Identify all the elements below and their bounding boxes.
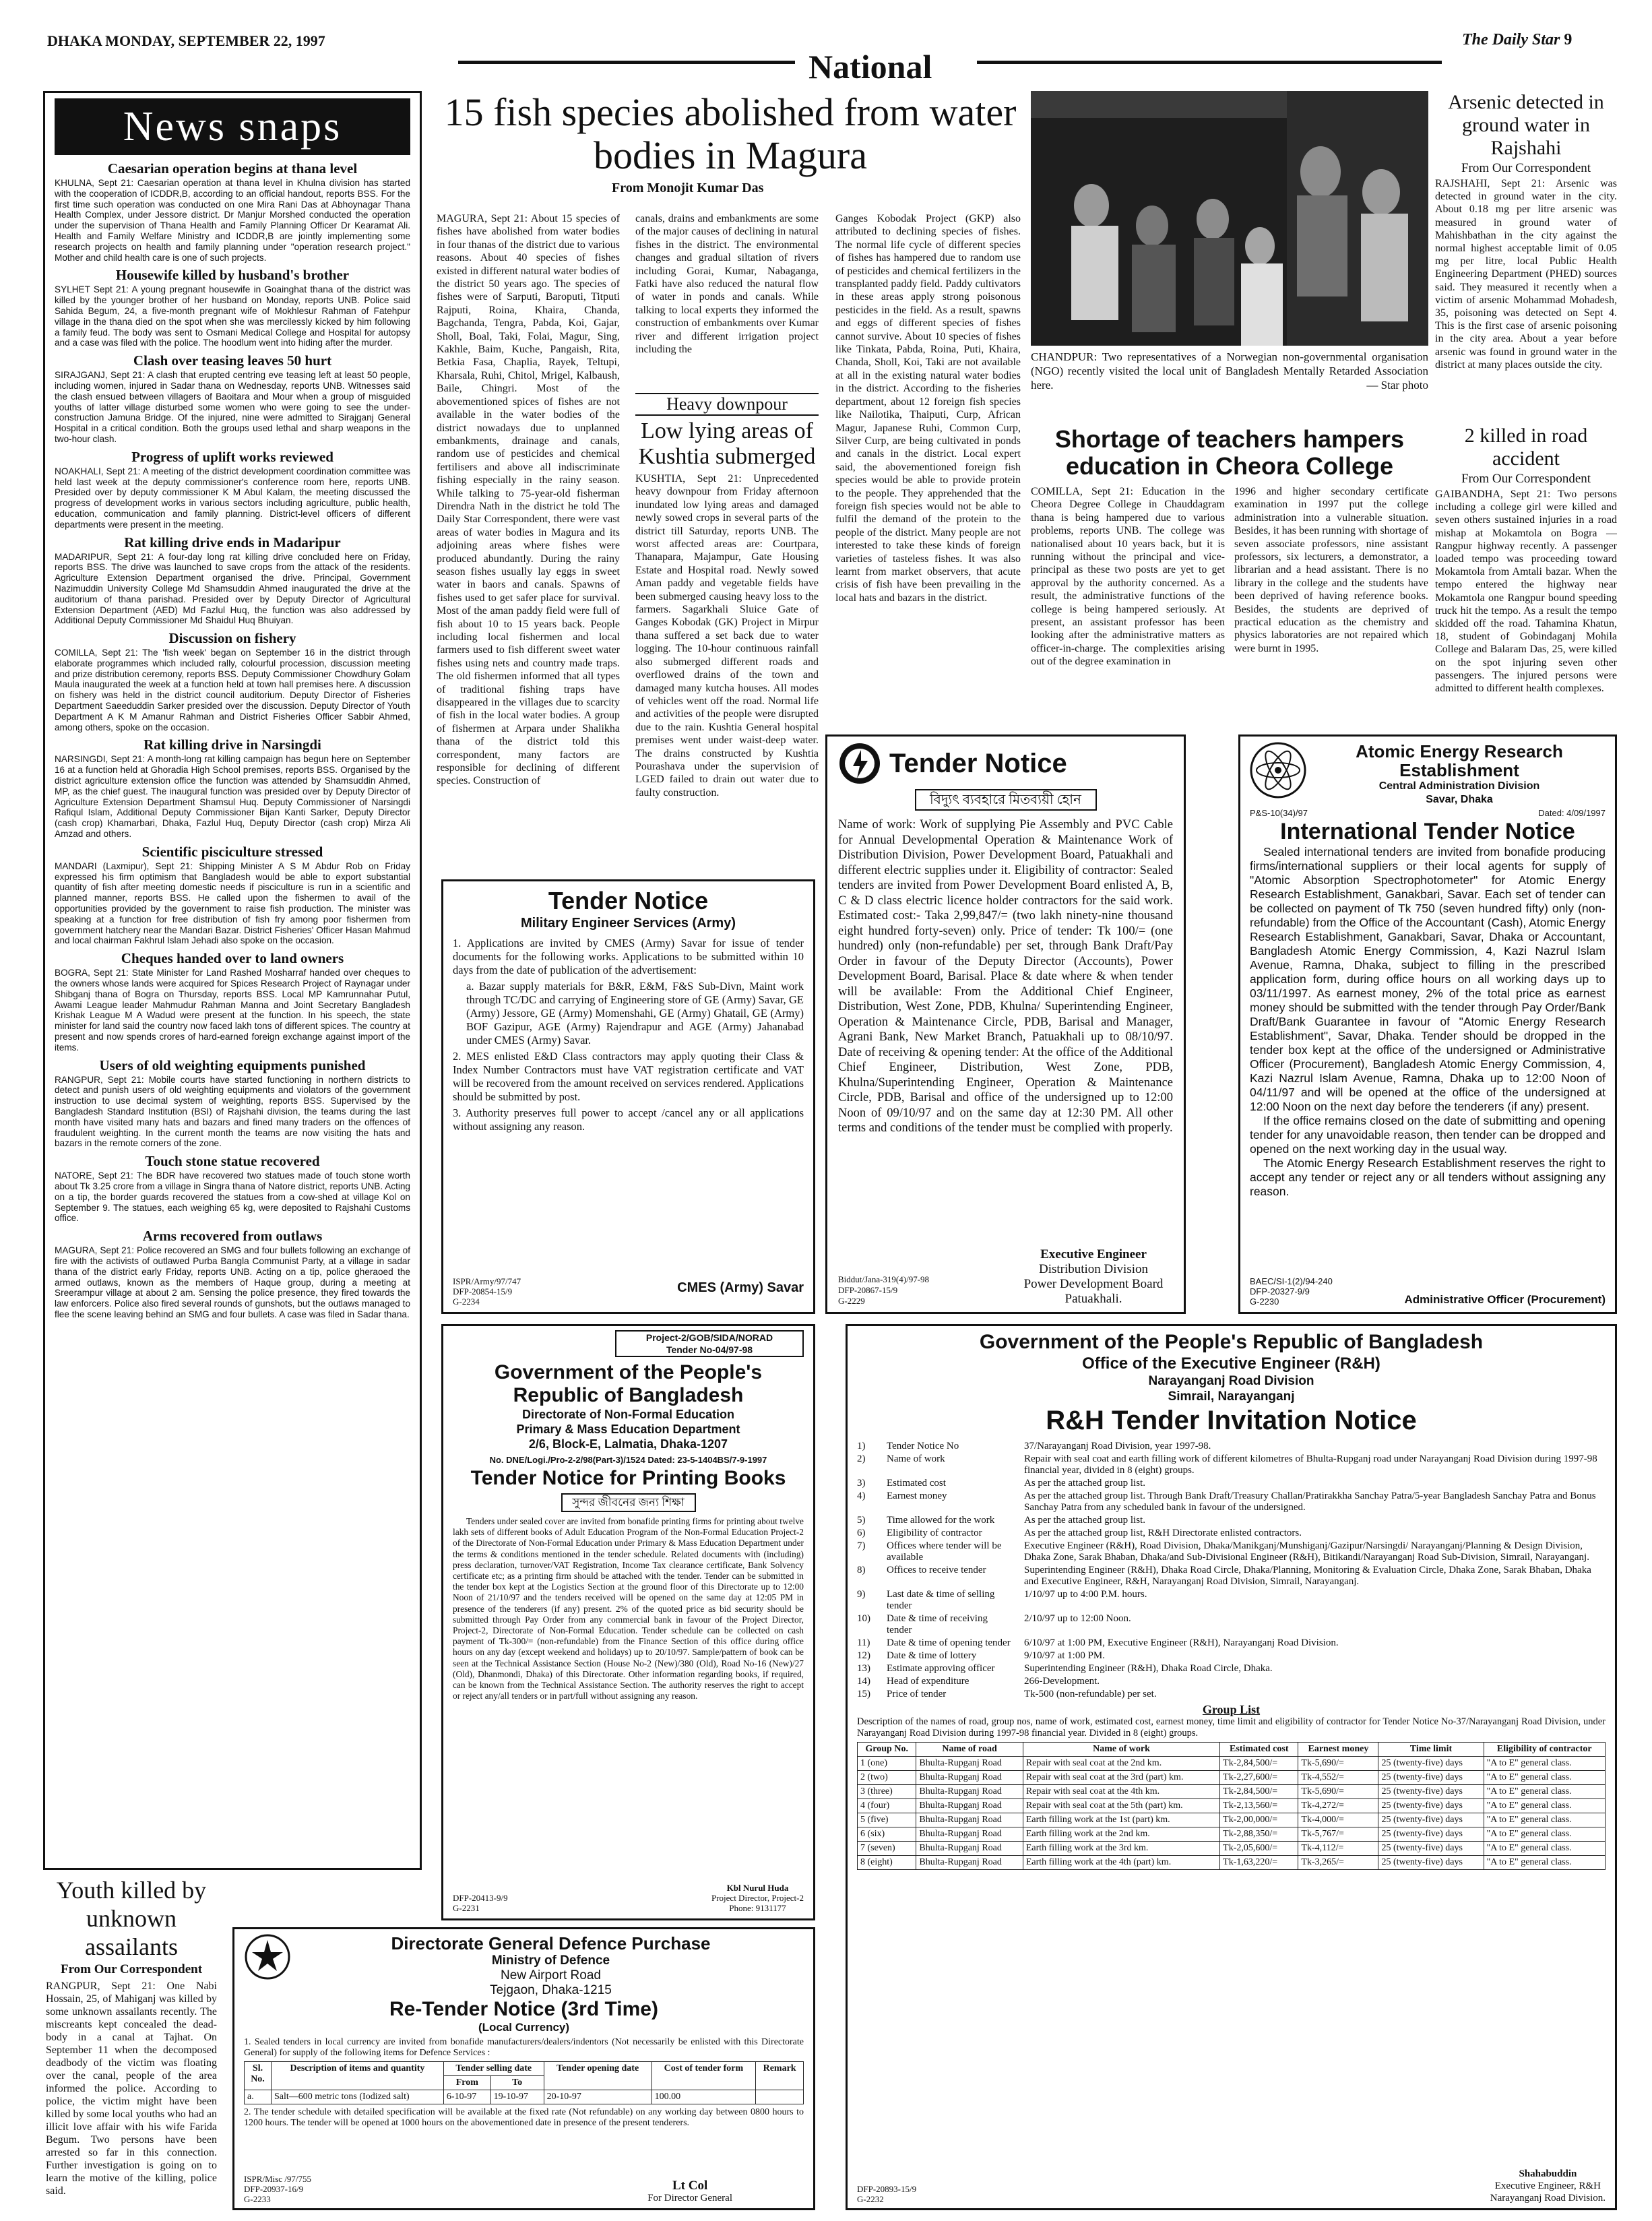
news-snap-item	[55, 449, 410, 530]
table-cell: Tk-4,272/=	[1298, 1799, 1378, 1813]
aere-refs: BAEC/SI-1(2)/94-240 DFP-20327-9/9 G-2230	[1250, 1276, 1333, 1307]
news-snaps	[43, 91, 422, 1870]
news-snap-headline: Housewife killed by husband's brother	[115, 267, 350, 284]
dgdp-table	[244, 2061, 804, 2104]
nfe-address: 2/6, Block-E, Lalmatia, Dhaka-1207	[528, 1437, 728, 1451]
dateline: DHAKA MONDAY, SEPTEMBER 22, 1997	[47, 32, 325, 49]
news-snap-body: MANDARI (Laxmipur), Sept 21: Shipping Minister A S M Abdur Rob on Friday expressed his firm optimism that Bangladesh would be able to export substantial quantity of fish after meeting domestic needs if pisciculture is run in a scientific and planned manner, reports BSS. He called upon the fishermen to avail of the opportunities provided by the government to raise fish production. The minister was speaking at a function for free distribution of fish fry among poor fishermen from government hatchery near the Mandari Bazar. District Fisheries' Officer Hasan Mahmud and local chairman Fakhrul Islam Jehadi also spoke on the occasion.	[55, 861, 410, 946]
rh-item-number: 7)	[857, 1540, 866, 1551]
nfe-refs: DFP-20413-9/9 G-2231	[453, 1893, 508, 1913]
pdb-title: Tender Notice	[889, 749, 1067, 778]
nfe-slogan: সুন্দর জীবনের জন্য শিক্ষা	[561, 1493, 696, 1512]
rh-item-row	[857, 1491, 1606, 1513]
rh-item-label: Name of work	[887, 1453, 945, 1464]
nfe-number: No. DNE/Logi./Pro-2-2/98(Part-3)/1524 Dated: 23-5-1404BS/7-9-1997	[489, 1455, 767, 1465]
table-cell: 25 (twenty-five) days	[1378, 1827, 1484, 1842]
news-snap-item	[55, 534, 410, 627]
dgdp-para-1: 1. Sealed tenders in local currency are invited from bonafide manufacturers/dealers/indentors (Not necessarily be enlisted with this Directorate General) for supply of the following items for Defence Services :	[244, 2037, 804, 2058]
rh-group-col-header: Group No.	[858, 1743, 916, 1757]
table-cell: "A to E" general class.	[1484, 1856, 1606, 1870]
table-cell: Tk-1,63,220/=	[1220, 1856, 1298, 1870]
rh-item-row	[857, 1540, 1606, 1563]
pdb-slogan: বিদ্যুৎ ব্যবহারে মিতব্যয়ী হোন	[915, 789, 1097, 811]
table-cell: 3 (three)	[858, 1785, 916, 1799]
cmes-item-a: a. Bazar supply materials for B&R, E&M, F&S Sub-Divn, Maint work through TC/DC and carrying of Engineering store of GE (Army) Savar, GE (Army) Jessore, GE (Army) Momenshahi, GE (Army) Ghatail, GE (Army) BOF Gazipur, AGE (Army) Rajendrapur and AGE (Army) Jahanabad under CMES (Army) Savar.	[466, 980, 804, 1046]
rh-item-number: 10)	[857, 1613, 870, 1624]
rh-item-row	[857, 1565, 1606, 1588]
rh-item-number: 14)	[857, 1676, 870, 1687]
dgdp-org: Directorate General Defence Purchase	[391, 1933, 711, 1953]
news-snap-body: RANGPUR, Sept 21: Mobile courts have started functioning in northern districts to detect and punish users of old weighting equipments and violators of the government instruction to use decimal system of weighting, reports BSS. Supervised by the Bangladesh Standard Institution (BSI) of Rajshahi division, the teams during the last month have visited many hats and bazars and fined many traders on the offences of fraudulent weighting. In the current month the teams are now visiting the hats and bazars in the remote corners of the zone.	[55, 1074, 410, 1149]
cmes-refs: ISPR/Army/97/747 DFP-20854-15/9 G-2234	[453, 1276, 521, 1307]
rh-item-row	[857, 1676, 1606, 1687]
rh-item-row	[857, 1637, 1606, 1649]
section-title: National	[808, 48, 932, 81]
rh-item-value: 9/10/97 at 1:00 PM.	[1024, 1650, 1106, 1661]
rh-item-number: 6)	[857, 1528, 866, 1538]
rh-item-row	[857, 1478, 1606, 1489]
rh-item-label: Estimated cost	[887, 1478, 946, 1489]
youth-byline: From Our Correspondent	[60, 1962, 203, 1976]
gaibandha-story	[1435, 425, 1617, 728]
rh-item-value: 6/10/97 at 1:00 PM, Executive Engineer (R&H), Narayanganj Road Division.	[1024, 1637, 1339, 1648]
rh-title: R&H Tender Invitation Notice	[1046, 1406, 1417, 1435]
cmes-para-3: 3. Authority preserves full power to accept /cancel any or all applications without assigning any reason.	[453, 1106, 804, 1133]
rh-item-label: Head of expenditure	[887, 1676, 970, 1687]
aere-date: Dated: 4/09/1997	[1538, 808, 1606, 818]
news-snap-headline: Arms recovered from outlaws	[142, 1228, 323, 1245]
dgdp-col-sl: Sl. No.	[245, 2062, 272, 2090]
youth-body: RANGPUR, Sept 21: One Nabi Hossain, 25, of Mahiganj was killed by some unknown assailants recently. The miscreants kept concealed the dead-body in a canal at Tajhat. On September 11 when the decomposed deadbody of the victim was floating over the canal, people of the area informed the police. According to police, the victim might have been killed by some local youths who had an illicit love affair with his wife Farida Begum. Two persons have been arrested so far in this connection. Further investigation is going on to learn the motive of the killing, police said.	[46, 1980, 217, 2197]
aere-org: Atomic Energy Research	[1356, 741, 1563, 761]
rh-group-list-title: Group List	[1202, 1703, 1261, 1716]
dgdp-city: Tejgaon, Dhaka-1215	[490, 1983, 612, 1997]
rh-item-value: Superintending Engineer (R&H), Dhaka Road Circle, Dhaka/Planning, Monitoring & Evaluation Circle, Dhaka Zone, Sarak Bhaban, Dhaka and Executive Engineer, R&H, Narayanganj Road Division, Simrail, Narayanganj.	[1024, 1565, 1591, 1587]
teachers-col-2: 1996 and higher secondary certificate examination in 1997 put the college administration into a vulnerable situation. Besides, it has been running with shortage of seven associate professors, nine assistant professors, six lecturers, a demonstrator, a librarian and a head assistant. There is no library in the college and the students have been deprived of having reference books. Besides, the students are deprived of practical education as the chemistry and physics laboratories are not repaired which were burnt in 1995.	[1234, 486, 1428, 654]
rh-item-label: Tender Notice No	[887, 1441, 959, 1451]
kushtia-kicker: Heavy downpour	[635, 393, 819, 416]
table-cell: Tk-2,13,560/=	[1220, 1799, 1298, 1813]
rh-items	[857, 1441, 1606, 1700]
table-cell: 25 (twenty-five) days	[1378, 1813, 1484, 1827]
rh-item-value: 1/10/97 up to 4:00 P.M. hours.	[1024, 1589, 1147, 1600]
nfe-tender	[441, 1324, 815, 1920]
gaibandha-headline: 2 killed in road accident	[1464, 425, 1588, 470]
rh-item-value: Repair with seal coat and earth filling work of different kilometres of Bhulta-Rupganj road under Narayanganj Road Division during 1997-98 financial year, divided in 8 (eight) groups.	[1024, 1453, 1597, 1476]
nfe-department: Primary & Mass Education Department	[516, 1422, 740, 1436]
dgdp-col-to: To	[490, 2076, 544, 2090]
table-cell: 6 (six)	[858, 1827, 916, 1842]
table-row	[858, 1757, 1606, 1771]
kushtia-story	[635, 393, 819, 865]
table-cell: 25 (twenty-five) days	[1378, 1856, 1484, 1870]
nfe-directorate: Directorate of Non-Formal Education	[521, 1408, 735, 1421]
rh-item-number: 3)	[857, 1478, 866, 1489]
news-snap-item	[55, 160, 410, 263]
rh-refs: DFP-20893-15/9 G-2232	[857, 2184, 917, 2204]
rh-group-table	[857, 1742, 1606, 1870]
rh-item-label: Last date & time of selling tender	[887, 1589, 995, 1611]
table-cell: Repair with seal coat at the 5th (part) km.	[1023, 1799, 1219, 1813]
news-snap-headline: Touch stone statue recovered	[145, 1153, 320, 1170]
news-snap-body: COMILLA, Sept 21: The 'fish week' began on September 16 in the district through elaborate programmes which included rally, colourful procession, discussion meeting and prize distribution ceremony, reports BSS. Deputy Commissioner Chowdhury Golam Maula inaugurated the week at a function held at town hall premises here. A discussion on fishery was held in the district council auditorium. Deputy Director of Fisheries Department Saeeduddin Sarker presided over the discussion. Deputy Director of Youth Department A K M Amanur Rahman and District Fisheries Officer Sabbir Ahmed, among others, spoke on the occasion.	[55, 648, 410, 732]
news-snap-body: SIRAJGANJ, Sept 21: A clash that erupted centring eve teasing left at least 50 people, including women, injured in Sadar thana on Wednesday, reports UNB. Witnesses said the clash ensued between villagers of Baoitara and Mour when a group of misguided youths of latter village disturbed some women who were going to see the under-construction Jamuna Bridge. Of the injured, nine were admitted to Sirajganj General Hospital in a critical condition. Both the groups used lethal and sharp weapons in the two-hour clash.	[55, 370, 410, 444]
aere-signature: Administrative Officer (Procurement)	[1404, 1293, 1606, 1306]
table-row: a. Salt—600 metric tons (Iodized salt) 6-10-97 19-10-97 20-10-97 100.00	[245, 2090, 804, 2104]
table-row	[858, 1813, 1606, 1827]
rh-office: Office of the Executive Engineer (R&H)	[1082, 1354, 1380, 1373]
rh-group-col-header: Eligibility of contractor	[1484, 1743, 1606, 1757]
table-cell: Tk-2,27,600/=	[1220, 1771, 1298, 1785]
rh-division: Narayanganj Road Division	[1148, 1374, 1314, 1388]
dgdp-col-desc: Description of items and quantity	[272, 2062, 444, 2090]
rh-item-label: Eligibility of contractor	[887, 1528, 982, 1538]
table-cell: Bhulta-Rupganj Road	[916, 1757, 1023, 1771]
cmes-para-1: 1. Applications are invited by CMES (Army) Savar for issue of tender documents for the following works. Applications to be submitted within 10 days from the date of publication of the advertisement:	[453, 937, 804, 976]
news-snap-headline: Rat killing drive ends in Madaripur	[124, 534, 341, 551]
rh-tender	[846, 1324, 1617, 2210]
table-cell: "A to E" general class.	[1484, 1842, 1606, 1856]
pdb-logo-icon	[838, 742, 881, 785]
news-snap-item	[55, 950, 410, 1053]
arsenic-body: RAJSHAHI, Sept 21: Arsenic was detected in ground water in the city. About 0.18 mg per litre arsenic was measured in ground water of Mahishbathan in the city against the normal highest acceptable limit of 0.05 mg per litre, local Public Health Engineering Department (PHED) sources said. They measured it recently when a victim of arsenic Mohammad Mohadesh, 35, poisoning was detected on Sept 4. This is the first case of arsenic poisoning in the city area. About a year before arsenic was found in ground water in the district at many places outside the city.	[1435, 178, 1617, 371]
dgdp-col-from: From	[443, 2076, 490, 2090]
nfe-title: Tender Notice for Printing Books	[470, 1467, 786, 1489]
news-snap-item	[55, 844, 410, 946]
rh-signature: Shahabuddin Executive Engineer, R&H Narayanganj Road Division.	[1490, 2168, 1606, 2203]
table-cell: 25 (twenty-five) days	[1378, 1785, 1484, 1799]
table-cell: Bhulta-Rupganj Road	[916, 1856, 1023, 1870]
rh-item-row	[857, 1515, 1606, 1526]
news-snap-body: NOAKHALI, Sept 21: A meeting of the district development coordination committee was held last week at the deputy commissioner's conference room here, reports UNB. Presided over by deputy commissioner K M Abul Kalam, the meeting discussed the progress of development works in various sectors including agriculture, public health, education, communication and family planning. District-level officers of different departments were present in the meeting.	[55, 466, 410, 530]
table-cell: 2 (two)	[858, 1771, 916, 1785]
table-cell: Tk-2,84,500/=	[1220, 1757, 1298, 1771]
table-cell: Repair with seal coat at the 3rd (part) km.	[1023, 1771, 1219, 1785]
rh-item-value: As per the attached group list, R&H Directorate enlisted contractors.	[1024, 1528, 1302, 1538]
table-row	[858, 1842, 1606, 1856]
news-snap-item	[55, 737, 410, 839]
rh-location: Simrail, Narayanganj	[1168, 1389, 1295, 1404]
rh-group-col-header: Name of road	[916, 1743, 1023, 1757]
table-cell: Repair with seal coat at the 4th km.	[1023, 1785, 1219, 1799]
kushtia-headline: Low lying areas of Kushtia submerged	[638, 418, 816, 469]
dgdp-col-cost: Cost of tender form	[652, 2062, 755, 2090]
rh-item-row	[857, 1589, 1606, 1612]
table-cell: Bhulta-Rupganj Road	[916, 1799, 1023, 1813]
table-cell: Tk-2,00,000/=	[1220, 1813, 1298, 1827]
aere-body-1: Sealed international tenders are invited from bonafide producing firms/international suppliers or their local agents for supply of "Atomic Absorption Spectrophotometer" for Atomic Energy Research Establishment, Ganakbari, Savar. Each set of tender can be collected on payment of Tk 750 (seven hundred fifty) only (non-refundable) from the Office of the Accountant (Cash), Atomic Energy Research Establishment, Ganakbari, Savar, Dhaka or Accountant, Bangladesh Atomic Energy Commission, 4, Kazi Nazrul Islam Avenue, Ramna, Dhaka, subject to filling in the prescribed application form, during office hours on all working days up to 03/11/1997. As earnest money, 2% of the total price as earnest money should be submitted with the tender through Pay Order/Bank Draft/Bank Guarantee in favour of "Atomic Energy Research Establishment", Savar, Dhaka. Tender should be dropped in the tender box kept at the office of the undersigned or Administrative Officer (Procurement), Bangladesh Atomic Energy Commission, 4, Kazi Nazrul Islam Avenue, Ramna, Dhaka up to 12:00 Noon of 04/11/97 and will be opened at the office of the undersigned at 12:00 Noon on the next day before the tenderers (if any) present.	[1250, 845, 1606, 1113]
aere-body-3: The Atomic Energy Research Establishment reserves the right to accept any tender or reject any or all tenders without assigning any reason.	[1250, 1156, 1606, 1198]
ngo-visit-photo	[1031, 91, 1428, 346]
news-snap-item	[55, 267, 410, 348]
news-snap-body: MAGURA, Sept 21: Police recovered an SMG and four bullets following an exchange of fire with the activists of outlawed Purba Bangla Communist Party, at a village in sadar thana of the district early Friday, reports UNB. Acting on a tip, police gheraoed the armed outlaws, known as the members of Haque group, during a meeting at Sreerampur village at about 2 am. Sensing the police presence, they fired towards the law enforcers. Police also fired several rounds of gunshots, but the outlaws managed to flee the scene leaving behind an SMG and four bullets. A case was filed in Sadar thana.	[55, 1245, 410, 1319]
pdb-tender	[825, 734, 1186, 1314]
rh-item-label: Date & time of opening tender	[887, 1637, 1011, 1648]
news-snap-headline: Cheques handed over to land owners	[121, 950, 344, 967]
rh-item-number: 13)	[857, 1663, 870, 1674]
rh-item-number: 15)	[857, 1689, 870, 1699]
table-cell: 25 (twenty-five) days	[1378, 1799, 1484, 1813]
table-cell: 7 (seven)	[858, 1842, 916, 1856]
news-snap-item	[55, 352, 410, 445]
rh-item-number: 12)	[857, 1650, 870, 1661]
rh-group-col-header: Time limit	[1378, 1743, 1484, 1757]
aere-division: Central Administration Division	[1378, 780, 1540, 792]
dgdp-title: Re-Tender Notice (3rd Time)	[389, 1998, 658, 2020]
rh-item-row	[857, 1650, 1606, 1662]
table-cell: "A to E" general class.	[1484, 1771, 1606, 1785]
table-cell: Tk-2,84,500/=	[1220, 1785, 1298, 1799]
rh-item-value: Superintending Engineer (R&H), Dhaka Road Circle, Dhaka.	[1024, 1663, 1273, 1674]
cmes-subtitle: Military Engineer Services (Army)	[520, 916, 736, 931]
rh-item-row	[857, 1441, 1606, 1452]
arsenic-byline: From Our Correspondent	[1461, 161, 1591, 175]
cmes-signature: CMES (Army) Savar	[677, 1280, 804, 1295]
news-snap-headline: Users of old weighting equipments punished	[99, 1057, 366, 1073]
table-cell: Tk-4,000/=	[1298, 1813, 1378, 1827]
aere-title: International Tender Notice	[1280, 819, 1575, 844]
paper-name: The Daily Star 9	[1462, 31, 1572, 49]
table-cell: Bhulta-Rupganj Road	[916, 1785, 1023, 1799]
news-snap-body: NARSINGDI, Sept 21: A month-long rat killing campaign has begun here on September 16 at a function held at Ghoradia High School premises, reports BSS. Organised by the district agriculture extension office the function was attended by Shamsuddin Ahmed, MP, as the chief guest. The inaugural function was presided over by Deputy Director of Agriculture Extension Department Shamsul Huq. Deputy Commissioner of Narsingdi Rafiqul Islam, Additional Deputy Commissioner Bijan Kanti Sarker, Deputy Director (cash crop) Khamarbari, Dhaka, Fazlul Huq, Deputy Director (cash crop) Mirza Ali Amzad and others.	[55, 754, 410, 840]
dgdp-col-selling: Tender selling date	[443, 2062, 544, 2076]
table-cell: 25 (twenty-five) days	[1378, 1771, 1484, 1785]
rh-item-value: As per the attached group list.	[1024, 1478, 1145, 1489]
atom-icon	[1250, 742, 1306, 799]
dgdp-para-2: 2. The tender schedule with detailed specification will be available at the fixed rate (Not refundable) on any working day between 0800 hours to 1200 hours. The tender will be opened at 1000 hours on the abovementioned date in presence of the present tenderers.	[244, 2107, 804, 2128]
photo-caption: CHANDPUR: Two representatives of a Norwegian non-governmental organisation (NGO) recently visited the local unit of Bangladesh Mentally Retarded Association here. — Star photo	[1031, 350, 1428, 392]
table-cell: Earth filling work at the 3rd km.	[1023, 1842, 1219, 1856]
pdb-body: Name of work: Work of supplying Pie Assembly and PVC Cable for Annual Developmental Operation & Maintenance Work of Distribution Division, Power Development Board, Patuakhali and different electric supplies under it. Eligibility of contractor: Sealed tenders are invited from Power Development Board enlisted A, B, C & D class electric licence holder contractors for the said work. Estimated cost:- Taka 2,99,847/= (two lakh ninety-nine thousand eight hundred forty-seven) only. Price of tender: Tk 100/= (one hundred) only (non-refundable) per set, through Bank Draft/Pay Order in favour of the Deputy Director (Accounts), Power Development Board, Barisal. Place & date where & when tender will be available: From the Additional Chief Engineer, Distribution, West Zone, PDB, Khulna/ Superintending Engineer, Operation & Maintenance Circle, PDB, Barisal and Manager, Agrani Bank, New Market Branch, Patuakhali up to 08/10/97. Date of receiving & opening tender: At the office of the Additional Chief Engineer, Distribution, West Zone, PDB, Khulna/Superintending Engineer, Operation & Maintenance Circle, PDB, Barisal and office of the undersigned up to 12:00 Noon of 09/10/97 and on the same day at 12:30 PM. All other terms and conditions of the tender must be complied with properly.	[838, 818, 1173, 1135]
rh-item-number: 4)	[857, 1491, 866, 1501]
rh-item-value: 37/Narayanganj Road Division, year 1997-98.	[1024, 1441, 1211, 1451]
news-snap-body: BOGRA, Sept 21: State Minister for Land Rashed Mosharraf handed over cheques to the owners whose lands were acquired for Spices Research Project of Raynagar under Shibganj thana of Bogra on Thursday, reports BSS. Local MP Kamrunnahar Putul, Awami League leader Mahmudur Rahman Manna and Joint Secretary Bangladesh Krishak League M A Wadud were present at the function. In his speech, the state minister for land said the country now faced lakh tons of different spices. The country at present and now spends crores of hard-earned foreign exchange against import of the items.	[55, 968, 410, 1053]
teachers-headline: Shortage of teachers hampers education in Cheora College	[1054, 426, 1405, 480]
table-cell: Tk-4,112/=	[1298, 1842, 1378, 1856]
table-cell: Earth filling work at the 4th (part) km.	[1023, 1856, 1219, 1870]
magura-col-3: Ganges Kobodak Project (GKP) also attributed to declining species of fishes. The normal life cycle of different species of fishes has hampered due to random use of pesticides and chemical fertilizers in the transplanted paddy field. Paddy cultivators in these areas apply strong poisonous pesticides in the field. As a result, spawns and eggs of different species of fishes cannot survive. About 10 species of fishes like Tinkata, Pabda, Roina, Puti, Khaira, Chanda, Sholl, Koi, Taki are not available at all in the existing natural water bodies in the district. According to the fisheries department, about 12 foreign fish species like Nailotika, Thaiputi, Curp, African Magur, Japanese Ruhi, Common Curp, Silver Curp, are being cultivated in ponds and canals in the district. Local expert said, the abovementioned foreign fish species would be able to provide protein to the people. They apprehended that the foreign fish species would not be able to fulfil the demand of the protein to the people of the district. Many people are not interested to take these kinds of foreign varieties of tasteless fishes. It was also learnt from market observers, that acute crisis of fish have been prevailing in the local hats and bazars in the district.	[835, 213, 1021, 604]
news-snaps-list	[55, 160, 410, 1320]
table-cell: Tk-4,552/=	[1298, 1771, 1378, 1785]
news-snap-item	[55, 630, 410, 732]
table-cell: 25 (twenty-five) days	[1378, 1757, 1484, 1771]
photo-block	[1031, 91, 1428, 421]
masthead	[40, 27, 1617, 81]
defence-emblem-icon	[244, 1933, 291, 1980]
table-cell: Tk-5,690/=	[1298, 1785, 1378, 1799]
magura-headline: 15 fish species abolished from water bodies in Magura	[444, 91, 1017, 177]
dgdp-tender	[232, 1927, 815, 2210]
rh-item-number: 8)	[857, 1565, 866, 1575]
rh-group-col-header: Name of work	[1023, 1743, 1219, 1757]
table-cell: Tk-5,767/=	[1298, 1827, 1378, 1842]
table-cell: Tk-2,05,600/=	[1220, 1842, 1298, 1856]
table-cell: 25 (twenty-five) days	[1378, 1842, 1484, 1856]
magura-col-2: canals, drains and embankments are some of the major causes of declining in natural fishes in the district. The environmental changes and gradual siltation of rivers including Gorai, Kumar, Nabaganga, Fatki have also reduced the natural flow of water in ponds and canals. While talking to local experts they informed the construction of embankments over Kumar river and different irrigation project including the	[635, 213, 819, 356]
rh-item-number: 1)	[857, 1441, 866, 1451]
dgdp-ministry: Ministry of Defence	[491, 1953, 610, 1968]
rh-group-list-desc: Description of the names of road, group nos, name of work, estimated cost, earnest money, time limit and eligibility of contractor for Tender Notice No-37/Narayanganj Road Division, under Narayanganj Road Division during 1997-98 financial year. Divided in 8 (eight) groups.	[857, 1716, 1606, 1739]
rh-item-label: Price of tender	[887, 1689, 947, 1699]
rh-item-label: Earnest money	[887, 1491, 947, 1501]
table-cell: Tk-5,690/=	[1298, 1757, 1378, 1771]
news-snap-body: MADARIPUR, Sept 21: A four-day long rat killing drive concluded here on Friday, reports BSS. The drive was launched to save crops from the attack of the residents. Agriculture Extension Department organised the drive. Principal, Government Nazimuddin University College Md Shamsuddin Ahmed inaugurated the drive at the auditorium of thana parishad. Presided over by Deputy Director of Agricultural Extension Department (AED) Md Fazlul Huq, the function was also addressed by Additional Deputy Commissioner Md Shaidul Huq Bhuiyan.	[55, 551, 410, 626]
table-cell: Earth filling work at the 2nd km.	[1023, 1827, 1219, 1842]
rh-item-number: 2)	[857, 1453, 866, 1464]
rh-item-row	[857, 1613, 1606, 1636]
rh-item-value: 2/10/97 up to 12:00 Noon.	[1024, 1613, 1131, 1624]
rh-item-value: Tk-500 (non-refundable) per set.	[1024, 1689, 1157, 1699]
news-snap-item	[55, 1153, 410, 1224]
nfe-govt-1: Government of the People's	[494, 1361, 763, 1383]
news-snap-headline: Scientific pisciculture stressed	[141, 843, 323, 860]
dgdp-col-opening: Tender opening date	[544, 2062, 652, 2090]
table-row	[858, 1827, 1606, 1842]
table-cell: Bhulta-Rupganj Road	[916, 1842, 1023, 1856]
rh-item-number: 11)	[857, 1637, 870, 1648]
table-cell: "A to E" general class.	[1484, 1799, 1606, 1813]
rh-item-value: As per the attached group list.	[1024, 1515, 1145, 1526]
table-row	[858, 1856, 1606, 1870]
rh-item-number: 5)	[857, 1515, 866, 1526]
news-snap-body: KHULNA, Sept 21: Caesarian operation at thana level in Khulna division has started with the cooperation of ICDDR,B, according to an official handout, reports BSS. For the first time such operation was conducted on one Mira Rani Das at Abhoynagar Thana Health Complex, under Jessore district. Dr Manjur Morshed conducted the operation under the supervision of Thana Health and Family Planning Officer Dr Kearamat Ali. Health and Family Welfare Ministry and ICDDR,B are jointly implementing some research projects on health and family planning under "operation research project." Mother and child health care is one of such projects.	[55, 178, 410, 263]
table-cell: 1 (one)	[858, 1757, 916, 1771]
rh-item-number: 9)	[857, 1589, 866, 1600]
dgdp-col-remark: Remark	[756, 2062, 804, 2090]
rh-item-label: Offices to receive tender	[887, 1565, 986, 1575]
news-snap-body: NATORE, Sept 21: The BDR have recovered two statues made of touch stone worth about Tk 3.25 crore from a village in Singra thana of Natore district, reports UNB. Acting on a tip, the border guards recovered the statues from a cow-shed at village Kol on September 9. The statues, each weighing 65 kg, were deposited to Rajshahi Customs office.	[55, 1170, 410, 1224]
rh-item-label: Date & time of lottery	[887, 1650, 977, 1661]
table-cell: Repair with seal coat at the 2nd km.	[1023, 1757, 1219, 1771]
table-cell: Bhulta-Rupganj Road	[916, 1827, 1023, 1842]
news-snap-headline: Discussion on fishery	[168, 630, 296, 647]
news-snap-headline: Clash over teasing leaves 50 hurt	[133, 352, 332, 369]
rh-item-label: Offices where tender will be available	[887, 1540, 1002, 1563]
table-cell: "A to E" general class.	[1484, 1827, 1606, 1842]
aere-body-2: If the office remains closed on the date of submitting and opening tender for any unavoidable reason, then tender can be dropped and opened on the next working day in the usual way.	[1250, 1114, 1606, 1156]
nfe-signature: Kbl Nurul Huda Project Director, Project-2 Phone: 9131177	[711, 1883, 804, 1913]
aere-location: Savar, Dhaka	[1426, 794, 1493, 805]
dgdp-signature: Lt Col For Director General	[647, 2180, 732, 2203]
rh-govt: Government of the People's Republic of Bangladesh	[979, 1331, 1484, 1353]
table-cell: Tk-3,265/=	[1298, 1856, 1378, 1870]
teachers-story	[1031, 426, 1428, 726]
news-snap-headline: Caesarian operation begins at thana level	[107, 160, 358, 177]
table-cell: 5 (five)	[858, 1813, 916, 1827]
cmes-para-2: 2. MES enlisted E&D Class contractors may apply quoting their Class & Index Number Contractors must have VAT registration certificate and VAT will be recovered from the amount received on services rendered. Applications should be submitted by post.	[453, 1050, 804, 1103]
news-snap-item	[55, 1057, 410, 1150]
rh-group-col-header: Estimated cost	[1220, 1743, 1298, 1757]
table-cell: 4 (four)	[858, 1799, 916, 1813]
table-cell: 8 (eight)	[858, 1856, 916, 1870]
table-row	[858, 1785, 1606, 1799]
dgdp-road: New Airport Road	[501, 1968, 601, 1982]
rh-item-row	[857, 1453, 1606, 1476]
pdb-signature: Executive Engineer Distribution Division Power Development Board Patuakhali.	[1023, 1247, 1164, 1306]
table-row	[858, 1799, 1606, 1813]
news-snap-item	[55, 1228, 410, 1320]
aere-establishment: Establishment	[1399, 760, 1519, 780]
table-cell: Tk-2,88,350/=	[1220, 1827, 1298, 1842]
dgdp-refs: ISPR/Misc /97/755 DFP-20937-16/9 G-2233	[244, 2174, 312, 2204]
cmes-tender	[441, 879, 815, 1314]
news-snap-headline: Progress of uplift works reviewed	[131, 448, 333, 465]
rh-item-label: Time allowed for the work	[887, 1515, 995, 1526]
news-snap-body: SYLHET Sept 21: A young pregnant housewife in Goainghat thana of the district was killed by the younger brother of her husband on Monday, reports UNB. Police said Sahida Begum, 24, a five-month pregnant wife of Mokhlesur Rahman of Fatehpur village in the thana died on the spot when she was mercilessly kicked by him following a family feud. The body was sent to Osmani Medical College and Hospital for autopsy and a case was filed with the police. The hoodlum went into hiding after the murder.	[55, 284, 410, 348]
dgdp-subtitle: (Local Currency)	[478, 2021, 570, 2034]
aere-ref: P&S-10(34)/97	[1250, 808, 1308, 818]
news-snap-headline: Rat killing drive in Narsingdi	[144, 737, 321, 753]
table-cell: Earth filling work at the 1st (part) km.	[1023, 1813, 1219, 1827]
arsenic-story	[1435, 91, 1617, 428]
rh-group-col-header: Earnest money	[1298, 1743, 1378, 1757]
nfe-body: Tenders under sealed cover are invited from bonafide printing firms for printing about twelve lakh sets of different books of Adult Education Program of the Non-Formal Education Project-2 of the Directorate of Non-Formal Education under Primary & Mass Education Department under the terms & conditions mentioned in the tender schedule. Related documents with (including) press declaration, turnover/VAT Registration, Income Tax clearance certificate, Bank Solvency certificate etc; as a printing firm should be attached with the tender. Tender can be submitted in the tender box kept at the Logistics Section at the ground floor of this Directorate up to 12:00 Noon of 21/10/97 and the tenders received will be opened on the same day at 12:05 PM in presence of the tenderers (if any) present. 2% of the quoted price as bid security should be submitted through Pay Order from any commercial bank in favour of the Project Director, Project-2, Directorate of Non-Formal Education. Tender schedule can be collected on cash payment of Tk-300/= (non-refundable) from the Finance Section of this office during office hours on any day (except weekend and holidays) up to 20/10/97. Sample/pattern of book can be seen at the Technical Assistance Section (House No-2 (New)/380 (Old), Road No-16 (New)/27 (Old), Dhanmondi, Dhaka) of this Directorate. Other information regarding books, if required, can be known from the Technical Assistance Section. The authority reserves the right to accept or reject any/all tenders or in part/full without assigning any reason.	[453, 1516, 804, 1701]
rh-item-row	[857, 1528, 1606, 1539]
table-cell: Bhulta-Rupganj Road	[916, 1771, 1023, 1785]
table-cell: "A to E" general class.	[1484, 1813, 1606, 1827]
table-cell: "A to E" general class.	[1484, 1757, 1606, 1771]
gaibandha-byline: From Our Correspondent	[1461, 472, 1591, 486]
table-cell: Bhulta-Rupganj Road	[916, 1813, 1023, 1827]
pdb-refs: Biddut/Jana-319(4)/97-98 DFP-20867-15/9 G-2229	[838, 1274, 930, 1306]
nfe-govt-2: Republic of Bangladesh	[513, 1384, 744, 1406]
nfe-tender-no: Tender No-04/97-98	[666, 1344, 753, 1355]
table-cell: "A to E" general class.	[1484, 1785, 1606, 1799]
youth-headline: Youth killed by unknown assailants	[56, 1877, 207, 1960]
news-snaps-banner: News snaps	[55, 98, 410, 155]
arsenic-headline: Arsenic detected in ground water in Rajshahi	[1448, 91, 1604, 159]
table-row	[858, 1771, 1606, 1785]
rh-item-row	[857, 1663, 1606, 1675]
aere-tender	[1238, 734, 1617, 1314]
rh-item-label: Estimate approving officer	[887, 1663, 995, 1674]
rh-item-label: Date & time of receiving tender	[887, 1613, 988, 1635]
youth-story	[43, 1873, 220, 2210]
magura-byline: From Monojit Kumar Das	[612, 181, 764, 195]
rh-item-value: As per the attached group list. Through Bank Draft/Treasury Challan/Pratirakkha Sanchay Patra/5-year Bangladesh Sanchay Patra and Bonus Sanchay Patra from any scheduled bank in favour of the undersigned.	[1024, 1491, 1596, 1513]
nfe-project: Project-2/GOB/SIDA/NORAD	[645, 1332, 773, 1343]
rh-item-value: Executive Engineer (R&H), Road Division, Dhaka/Manikganj/Munshiganj/Gazipur/Narsingdi/ Narayanganj/Planning & Design Division, Dhaka Zone, Sarak Bhaban, Dhaka/and Sub-Divisional Engineer (R&H), Bitikandi/Narayanganj Road Sub-Division, Simrail, Narayanganj.	[1024, 1540, 1589, 1563]
cmes-title: Tender Notice	[548, 887, 709, 914]
rh-item-value: 266-Development.	[1024, 1676, 1100, 1687]
teachers-col-1: COMILLA, Sept 21: Education in the Cheora Degree College in Chauddagram thana is being hampered due to various problems, reports UNB. The college was nationalised about 10 years back, but it is running without the principal and vice-principal as these two posts are yet to get approval by the authority concerned. As a result, the administrative functions of the college is being hampered seriously. At present, an assistant professor has been looking after the administrative matters as officer-in-charge. The complexities arising out of the degree examination in	[1031, 486, 1225, 668]
magura-col-1: MAGURA, Sept 21: About 15 species of fishes have abolished from water bodies in four thanas of the district due to various reasons. About 40 species of fishes existed in different natural water bodies of the district 50 years ago. The species of fishes were of Sarputi, Baroputi, Titputi Rajputi, Roina, Khaira, Chanda, Bagchanda, Tengra, Pabda, Koi, Gajar, Sholl, Boal, Taki, Folai, Magur, Sing, Kakhle, Baim, Kuche, Pangaish, Rita, Betkia Fasa, Chaplia, Rayek, Teltupi, Kharsala, Ruhi, Chitol, Mrigel, Kalbaush, Baile, Chingri. Most of the abovementioned spices of fishes are not available in the water bodies of the district nowadays due to unplanned embankments, drainage and canals, random use of pesticides and chemical fertilisers and above all indiscriminate fishing especially in the rainy season. While talking to 75-year-old fisherman Direndra Nath in the district he told The Daily Star Correspondent, there were vast areas of water bodies in Magura and its adjoining areas where fishes were produced abundantly. During the rainy season fishes usually lay eggs in sweet water in baors and canals. Spawns of fishes used to get safer place for survival. Most of the aman paddy field were full of fish about 10 to 15 years back. People including local fishermen and local farmers used to fish different sweet water fishes using nets and country made traps. The old fishermen informed that all types of traditional fishing traps have disappeared in the villages due to scarcity of fish in the local water bodies. A group of fishermen at Arpara under Shalikha thana of the district told this correspondent, many factors are responsible for declining of different species. Construction of	[437, 213, 620, 787]
gaibandha-body: GAIBANDHA, Sept 21: Two persons including a college girl were killed and seven others sustained injuries in a road mishap at Mokamtola on Bogra — Rangpur highway recently. A passenger loaded tempo was proceeding toward Mokamtola from Amtali bazar. When the tempo entered the highway near Mokamtola one Rangpur bound speeding truck hit the tempo. As a result the tempo skidded off the road. Tahamina Khatun, 18, student of Gobindaganj Mohila College and Balaram Das, 25, were killed on the spot injuring seven other passengers. The injured persons were admitted to different health complexes.	[1435, 489, 1617, 695]
rh-item-row	[857, 1689, 1606, 1700]
kushtia-body: KUSHTIA, Sept 21: Unprecedented heavy downpour from Friday afternoon inundated low lying areas and damaged newly sowed crops in several parts of the district till Saturday, reports UNB. The worst affected areas are: Courtpara, Thanapara, Majampur, Gate Housing Estate and Hospital road. Newly sowed Aman paddy and vegetable fields have been submerged causing heavy loss to the farmers. Sagarkhali Sluice Gate of Ganges Kobodak (GK) Project in Mirpur thana suffered a set back due to water logging. The 10-hour continuous rainfall also submerged different roads and overflowed drains of the town and damaged many kutcha houses. All modes of vehicles went off the road. Normal life and activities of the people were disrupted due to the rain. Kushtia General hospital premises went under waist-deep water. The drains constructed by Kushtia Pourashava under the supervision of LGED failed to drain out water due to faulty construction.	[635, 473, 819, 799]
